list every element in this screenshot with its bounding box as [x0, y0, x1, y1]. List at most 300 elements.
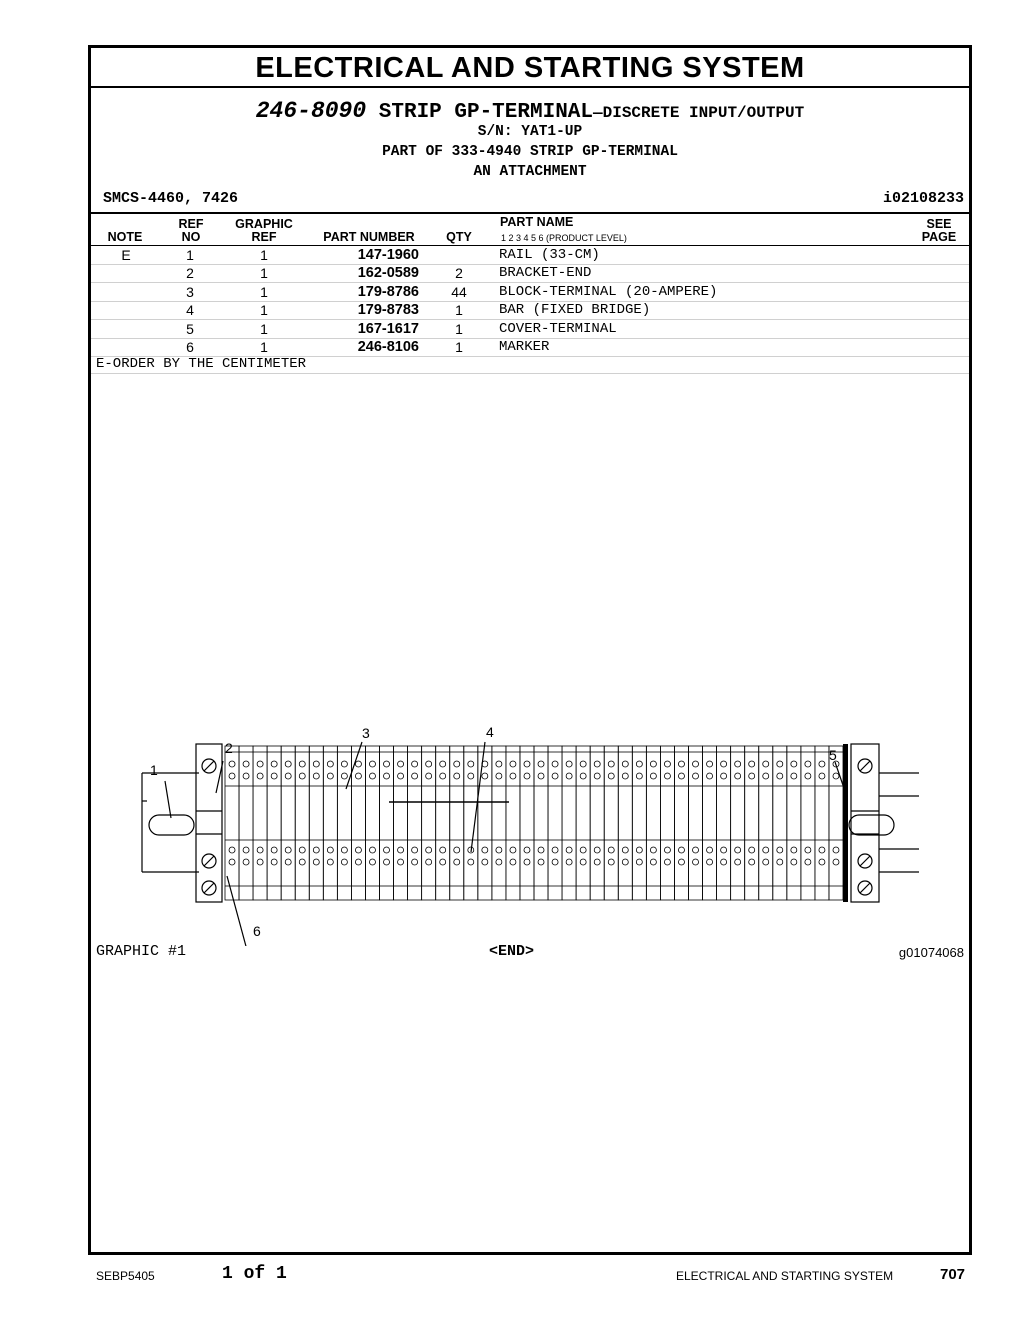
- cell-part-number: 179-8786: [357, 283, 419, 300]
- cell-part-name: BAR (FIXED BRIDGE): [499, 302, 651, 319]
- terminal-screw: [496, 761, 502, 767]
- cell-note: E: [121, 247, 131, 263]
- group-suffix: —DISCRETE INPUT/OUTPUT: [593, 104, 805, 122]
- terminal-screw: [243, 773, 249, 779]
- terminal-screw: [426, 859, 432, 865]
- cell-part-number: 162-0589: [357, 265, 419, 282]
- cell-qty: 2: [455, 265, 463, 282]
- footer-page-count: 1 of 1: [222, 1264, 287, 1284]
- terminal-screw: [664, 761, 670, 767]
- terminal-screw: [229, 761, 235, 767]
- terminal-block: [562, 746, 576, 900]
- terminal-screw: [482, 859, 488, 865]
- col-see-page: [915, 218, 963, 244]
- terminal-screw: [496, 859, 502, 865]
- terminal-screw: [678, 773, 684, 779]
- col-part-number: PART NUMBER: [323, 230, 415, 244]
- terminal-block: [408, 746, 422, 900]
- terminal-screw: [285, 859, 291, 865]
- cell-part-name: RAIL (33-CM): [499, 247, 600, 263]
- terminal-screw: [594, 773, 600, 779]
- terminal-screw: [341, 773, 347, 779]
- terminal-screw: [777, 773, 783, 779]
- terminal-screw: [271, 761, 277, 767]
- terminal-block: [295, 746, 309, 900]
- col-graphic-ref: [229, 218, 299, 244]
- cell-ref-no: 2: [186, 265, 194, 282]
- terminal-block: [787, 746, 801, 900]
- terminal-screw: [749, 761, 755, 767]
- end-marker: <END>: [489, 943, 535, 960]
- cell-ref-no: 1: [186, 247, 194, 263]
- terminal-screw: [678, 761, 684, 767]
- terminal-screw: [693, 761, 699, 767]
- din-rail: [142, 773, 919, 872]
- terminal-screw: [398, 847, 404, 853]
- terminal-screw: [538, 761, 544, 767]
- terminal-screw: [454, 847, 460, 853]
- cell-ref-no: 6: [186, 339, 194, 355]
- col-graphic-ref-line1: GRAPHIC: [235, 217, 293, 231]
- terminal-screw: [271, 847, 277, 853]
- terminal-screw: [608, 859, 614, 865]
- terminal-screw: [580, 761, 586, 767]
- terminal-screw: [749, 847, 755, 853]
- terminal-screw: [622, 859, 628, 865]
- terminal-screw: [454, 773, 460, 779]
- terminal-screw: [412, 761, 418, 767]
- terminal-blocks: [225, 746, 843, 900]
- terminal-screw: [426, 773, 432, 779]
- terminal-screw: [369, 847, 375, 853]
- cell-part-number: 167-1617: [357, 320, 419, 337]
- terminal-screw: [257, 859, 263, 865]
- terminal-block: [450, 746, 464, 900]
- terminal-screw: [594, 761, 600, 767]
- terminal-screw: [650, 761, 656, 767]
- footer-page-number: 707: [940, 1266, 966, 1283]
- cell-note: [113, 264, 139, 282]
- terminal-screw: [805, 859, 811, 865]
- cell-ref-no: 3: [186, 283, 194, 300]
- terminal-block: [689, 746, 703, 900]
- group-name: STRIP GP-TERMINAL: [378, 101, 594, 124]
- terminal-block: [365, 746, 379, 900]
- terminal-block: [351, 746, 365, 900]
- terminal-block: [337, 746, 351, 900]
- terminal-screw: [805, 773, 811, 779]
- terminal-screw: [510, 859, 516, 865]
- terminal-screw: [552, 859, 558, 865]
- terminal-block: [576, 746, 590, 900]
- terminal-screw: [468, 761, 474, 767]
- terminal-screw: [791, 761, 797, 767]
- cell-graphic-ref: 1: [260, 339, 268, 355]
- header-divider: [91, 212, 969, 214]
- terminal-screw: [426, 761, 432, 767]
- footer-doc-number: SEBP5405: [96, 1269, 155, 1283]
- terminal-screw: [735, 761, 741, 767]
- terminal-block: [815, 746, 829, 900]
- table-row: [91, 283, 969, 302]
- terminal-screw: [749, 773, 755, 779]
- terminal-screw: [384, 847, 390, 853]
- terminal-block: [253, 746, 267, 900]
- terminal-screw: [650, 847, 656, 853]
- terminal-screw: [707, 773, 713, 779]
- terminal-screw: [454, 859, 460, 865]
- terminal-screw: [833, 847, 839, 853]
- col-graphic-ref-line2: REF: [251, 230, 277, 244]
- page-frame: [88, 45, 972, 1255]
- cell-part-number: 179-8783: [357, 302, 419, 319]
- terminal-screw: [398, 859, 404, 865]
- terminal-block: [773, 746, 787, 900]
- terminal-screw: [327, 847, 333, 853]
- cell-note: [113, 301, 139, 319]
- terminal-screw: [355, 761, 361, 767]
- terminal-block: [380, 746, 394, 900]
- serial-number: S/N: YAT1-UP: [477, 124, 583, 140]
- terminal-block: [506, 746, 520, 900]
- terminal-screw: [440, 847, 446, 853]
- callout-5: 5: [829, 747, 837, 763]
- terminal-screw: [552, 761, 558, 767]
- terminal-screw: [313, 773, 319, 779]
- terminal-screw: [412, 847, 418, 853]
- terminal-screw: [510, 847, 516, 853]
- terminal-screw: [777, 847, 783, 853]
- terminal-screw: [664, 847, 670, 853]
- terminal-screw: [454, 761, 460, 767]
- terminal-screw: [566, 847, 572, 853]
- terminal-screw: [707, 859, 713, 865]
- terminal-screw: [341, 859, 347, 865]
- terminal-screw: [285, 761, 291, 767]
- cell-graphic-ref: 1: [260, 302, 268, 319]
- terminal-block: [646, 746, 660, 900]
- terminal-screw: [412, 859, 418, 865]
- cell-qty: 1: [455, 302, 463, 319]
- terminal-screw: [468, 859, 474, 865]
- table-row: [91, 301, 969, 320]
- terminal-screw: [257, 761, 263, 767]
- terminal-screw: [763, 761, 769, 767]
- terminal-screw: [693, 847, 699, 853]
- cell-ref-no: 5: [186, 320, 194, 337]
- terminal-block: [759, 746, 773, 900]
- terminal-screw: [327, 761, 333, 767]
- col-see-page-line1: SEE: [926, 217, 952, 231]
- terminal-block: [492, 746, 506, 900]
- terminal-screw: [580, 847, 586, 853]
- terminal-screw: [608, 761, 614, 767]
- terminal-screw: [763, 859, 769, 865]
- terminal-screw: [805, 847, 811, 853]
- terminal-screw: [341, 761, 347, 767]
- terminal-cover: [843, 744, 848, 902]
- terminal-block: [520, 746, 534, 900]
- terminal-block: [660, 746, 674, 900]
- col-ref-no-line1: REF: [178, 217, 204, 231]
- terminal-screw: [468, 773, 474, 779]
- terminal-screw: [566, 773, 572, 779]
- terminal-screw: [721, 859, 727, 865]
- part-of-line: PART OF 333-4940 STRIP GP-TERMINAL: [382, 144, 678, 160]
- terminal-screw: [341, 847, 347, 853]
- terminal-screw: [299, 773, 305, 779]
- table-row: [91, 264, 969, 283]
- terminal-block: [717, 746, 731, 900]
- terminal-screw: [440, 859, 446, 865]
- callout-1: 1: [150, 762, 158, 778]
- terminal-screw: [721, 761, 727, 767]
- terminal-screw: [819, 773, 825, 779]
- terminal-screw: [552, 773, 558, 779]
- terminal-block: [801, 746, 815, 900]
- terminal-block: [548, 746, 562, 900]
- terminal-block: [604, 746, 618, 900]
- terminal-screw: [819, 847, 825, 853]
- terminal-block: [478, 746, 492, 900]
- terminal-screw: [693, 859, 699, 865]
- end-bracket-left: [196, 744, 222, 902]
- terminal-screw: [229, 773, 235, 779]
- terminal-screw: [678, 859, 684, 865]
- terminal-screw: [482, 847, 488, 853]
- terminal-block: [745, 746, 759, 900]
- terminal-screw: [299, 847, 305, 853]
- terminal-screw: [271, 773, 277, 779]
- terminal-screw: [355, 859, 361, 865]
- terminal-screw: [538, 773, 544, 779]
- cell-part-name: BLOCK-TERMINAL (20-AMPERE): [499, 283, 718, 300]
- terminal-screw: [777, 859, 783, 865]
- terminal-block: [632, 746, 646, 900]
- terminal-screw: [243, 847, 249, 853]
- terminal-screw: [721, 847, 727, 853]
- terminal-screw: [524, 773, 530, 779]
- terminal-screw: [707, 761, 713, 767]
- terminal-screw: [763, 847, 769, 853]
- terminal-screw: [566, 859, 572, 865]
- cell-part-name: COVER-TERMINAL: [499, 320, 617, 337]
- terminal-screw: [355, 847, 361, 853]
- terminal-screw: [327, 859, 333, 865]
- terminal-screw: [524, 859, 530, 865]
- terminal-screw: [398, 773, 404, 779]
- terminal-screw: [538, 847, 544, 853]
- terminal-screw: [384, 773, 390, 779]
- terminal-screw: [721, 773, 727, 779]
- callout-2: 2: [225, 740, 233, 756]
- terminal-screw: [636, 773, 642, 779]
- terminal-screw: [271, 859, 277, 865]
- terminal-screw: [608, 773, 614, 779]
- terminal-screw: [257, 847, 263, 853]
- terminal-screw: [791, 773, 797, 779]
- terminal-screw: [636, 859, 642, 865]
- section-title: ELECTRICAL AND STARTING SYSTEM: [91, 48, 969, 88]
- terminal-screw: [594, 847, 600, 853]
- terminal-screw: [426, 847, 432, 853]
- callout-3: 3: [362, 725, 370, 741]
- terminal-block: [267, 746, 281, 900]
- col-note: NOTE: [107, 230, 143, 244]
- attachment-line: AN ATTACHMENT: [473, 164, 587, 180]
- terminal-block: [436, 746, 450, 900]
- terminal-block: [464, 746, 478, 900]
- terminal-screw: [819, 761, 825, 767]
- col-qty: QTY: [446, 230, 472, 244]
- terminal-screw: [524, 847, 530, 853]
- terminal-screw: [440, 761, 446, 767]
- terminal-block: [829, 746, 843, 900]
- terminal-screw: [510, 773, 516, 779]
- terminal-block: [534, 746, 548, 900]
- callout-4: 4: [486, 724, 494, 740]
- terminal-screw: [566, 761, 572, 767]
- terminal-screw: [369, 761, 375, 767]
- terminal-screw: [369, 859, 375, 865]
- group-heading: [91, 98, 969, 124]
- terminal-screw: [622, 761, 628, 767]
- terminal-screw: [510, 761, 516, 767]
- terminal-block: [422, 746, 436, 900]
- terminal-screw: [636, 761, 642, 767]
- cell-note: [113, 338, 139, 356]
- terminal-screw: [384, 859, 390, 865]
- terminal-screw: [763, 773, 769, 779]
- cell-part-number: 147-1960: [357, 247, 419, 263]
- terminal-block: [731, 746, 745, 900]
- note-divider: [91, 373, 969, 374]
- cell-graphic-ref: 1: [260, 320, 268, 337]
- col-ref-no-line2: NO: [181, 230, 201, 244]
- terminal-screw: [257, 773, 263, 779]
- terminal-screw: [299, 859, 305, 865]
- terminal-block: [239, 746, 253, 900]
- terminal-screw: [496, 847, 502, 853]
- terminal-block: [618, 746, 632, 900]
- terminal-screw: [440, 773, 446, 779]
- cell-graphic-ref: 1: [260, 283, 268, 300]
- terminal-screw: [285, 847, 291, 853]
- terminal-screw: [735, 859, 741, 865]
- terminal-block: [309, 746, 323, 900]
- cell-qty: 44: [451, 283, 467, 300]
- end-bracket-right: [851, 744, 879, 902]
- terminal-block: [281, 746, 295, 900]
- terminal-screw: [805, 761, 811, 767]
- terminal-screw: [819, 859, 825, 865]
- cell-note: [113, 320, 139, 338]
- terminal-screw: [285, 773, 291, 779]
- terminal-screw: [299, 761, 305, 767]
- terminal-screw: [622, 847, 628, 853]
- smcs-code: SMCS-4460, 7426: [103, 190, 239, 207]
- col-part-name: PART NAME: [500, 215, 574, 229]
- cell-part-name: MARKER: [499, 339, 550, 355]
- terminal-screw: [664, 859, 670, 865]
- group-part-number: 246-8090: [255, 98, 367, 124]
- table-row: [91, 338, 969, 357]
- terminal-screw: [243, 859, 249, 865]
- terminal-screw: [552, 847, 558, 853]
- terminal-screw: [777, 761, 783, 767]
- cell-qty: [441, 246, 477, 264]
- footer-section: ELECTRICAL AND STARTING SYSTEM: [676, 1269, 894, 1283]
- col-see-page-line2: PAGE: [921, 230, 957, 244]
- terminal-block: [323, 746, 337, 900]
- col-ref-no: [175, 218, 207, 244]
- terminal-screw: [496, 773, 502, 779]
- terminal-screw: [650, 773, 656, 779]
- terminal-block: [590, 746, 604, 900]
- terminal-screw: [538, 859, 544, 865]
- terminal-screw: [622, 773, 628, 779]
- terminal-screw: [313, 847, 319, 853]
- terminal-screw: [791, 847, 797, 853]
- cell-part-name: BRACKET-END: [499, 265, 592, 282]
- terminal-screw: [229, 847, 235, 853]
- terminal-screw: [636, 847, 642, 853]
- terminal-screw: [707, 847, 713, 853]
- terminal-screw: [664, 773, 670, 779]
- terminal-screw: [369, 773, 375, 779]
- terminal-screw: [678, 847, 684, 853]
- illustration-id: i02108233: [882, 190, 964, 207]
- terminal-screw: [313, 761, 319, 767]
- terminal-screw: [524, 761, 530, 767]
- terminal-screw: [243, 761, 249, 767]
- terminal-screw: [482, 773, 488, 779]
- cell-graphic-ref: 1: [260, 247, 268, 263]
- terminal-screw: [398, 761, 404, 767]
- terminal-screw: [412, 773, 418, 779]
- graphic-id: g01074068: [898, 945, 964, 960]
- cell-note: [113, 283, 139, 301]
- terminal-screw: [608, 847, 614, 853]
- terminal-block: [674, 746, 688, 900]
- terminal-screw: [833, 859, 839, 865]
- terminal-screw: [384, 761, 390, 767]
- cell-part-number: 246-8106: [357, 339, 419, 355]
- terminal-strip-illustration: [139, 676, 929, 946]
- terminal-screw: [355, 773, 361, 779]
- terminal-screw: [735, 847, 741, 853]
- terminal-screw: [229, 859, 235, 865]
- terminal-screw: [580, 773, 586, 779]
- cell-graphic-ref: 1: [260, 265, 268, 282]
- terminal-block: [394, 746, 408, 900]
- graphic-caption: GRAPHIC #1: [96, 943, 187, 960]
- table-row: [91, 320, 969, 339]
- terminal-screw: [327, 773, 333, 779]
- terminal-screw: [791, 859, 797, 865]
- callout-6: 6: [253, 923, 261, 939]
- terminal-screw: [313, 859, 319, 865]
- cell-qty: 1: [455, 320, 463, 337]
- cell-ref-no: 4: [186, 302, 194, 319]
- product-level: 1 2 3 4 5 6 (PRODUCT LEVEL): [501, 233, 627, 243]
- note-text: E-ORDER BY THE CENTIMETER: [96, 356, 307, 372]
- terminal-screw: [693, 773, 699, 779]
- table-row: [91, 246, 969, 265]
- terminal-screw: [580, 859, 586, 865]
- terminal-screw: [749, 859, 755, 865]
- cell-qty: 1: [455, 339, 463, 355]
